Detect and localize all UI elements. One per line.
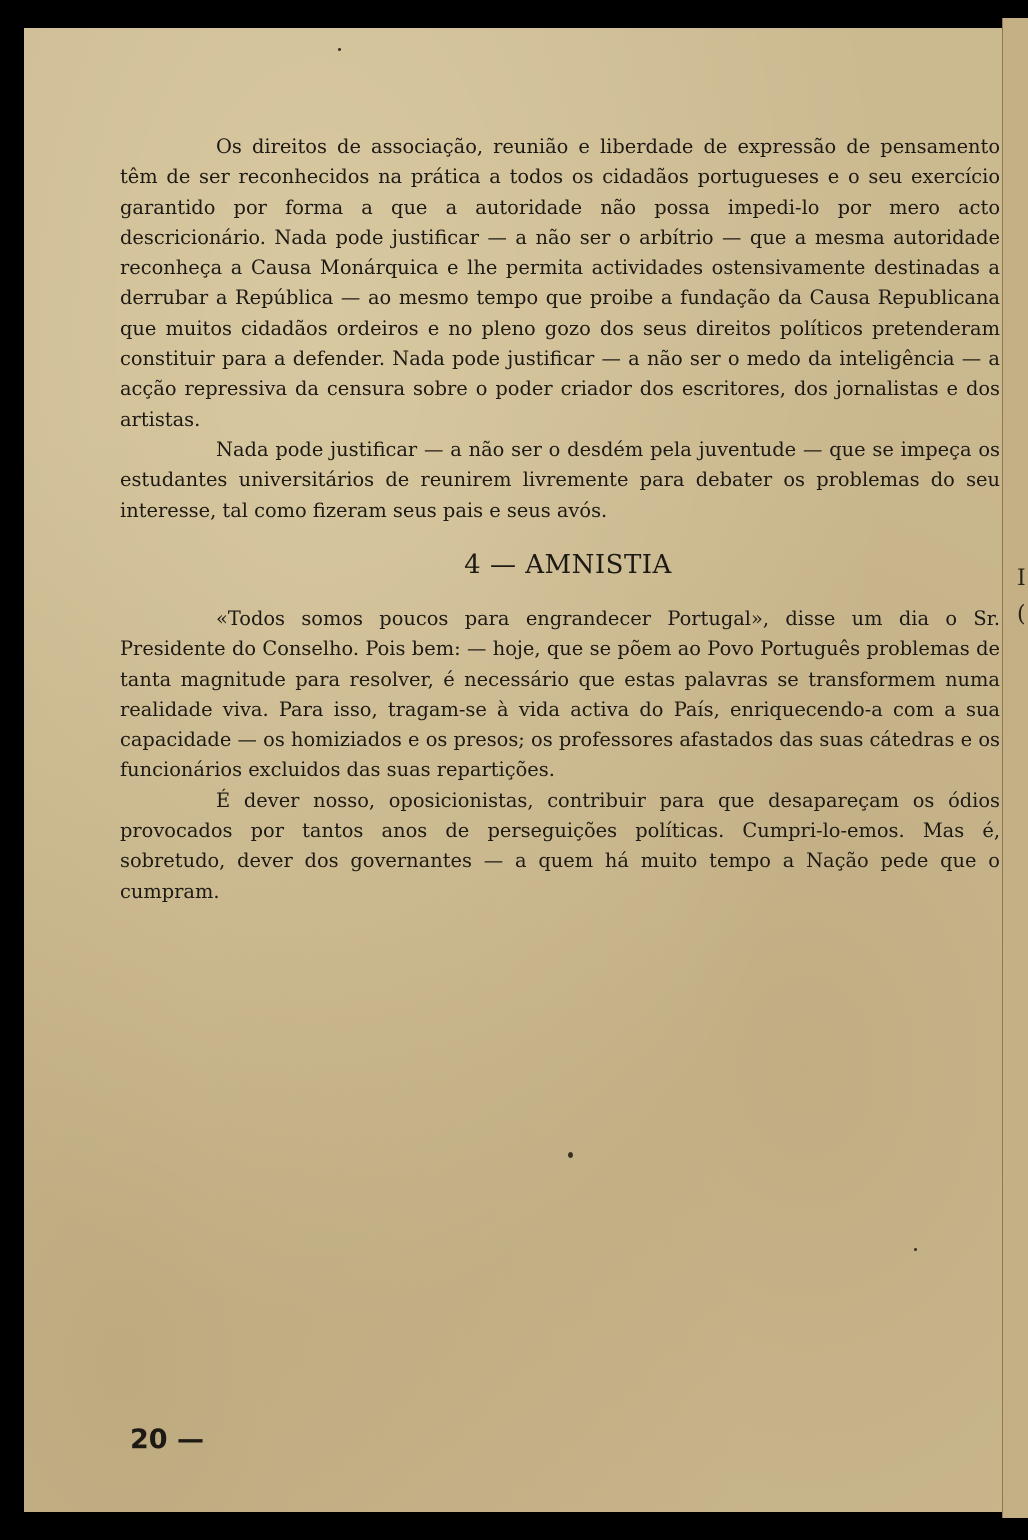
- paper-speck: [338, 48, 341, 51]
- paper-speck: [568, 1152, 573, 1158]
- section-heading: 4 — AMNISTIA: [464, 550, 672, 580]
- edge-fragment: (: [1017, 602, 1026, 627]
- section-amnesty: [120, 604, 1000, 907]
- paragraph: Nada pode justificar — a não ser o desdém pela juventude — que se impeça os estudantes universitários de reunirem livremente para debater os problemas do seu interesse, tal como fizeram seus pais e seus avós.: [120, 437, 1000, 522]
- paragraph: Os direitos de associação, reunião e liberdade de expressão de pensamento têm de ser reconhecidos na prática a todos os cidadãos portugueses e o seu exercício garantido por forma a que a autoridade não possa impedi-lo por mero acto descricionário. Nada pode justificar — a não ser o arbítrio — que a mesma autoridade reconheça a Causa Monárquica e lhe permita actividades ostensivamente destinadas a derrubar a República — ao mesmo tempo que proibe a fundação da Causa Republicana que muitos cidadãos ordeiros e no pleno gozo dos seus direitos políticos pretenderam constituir para a defender. Nada pode justificar — a não ser o medo da inteligência — a acção repressiva da censura sobre o poder criador dos escritores, dos jornalistas e dos artistas.: [120, 135, 1000, 431]
- paragraph: «Todos somos poucos para engrandecer Portugal», disse um dia o Sr. Presidente do Conselho. Pois bem: — hoje, que se põem ao Povo Português problemas de tanta magnitude para resolver, é necessário que estas palavras se transformem numa realidade viva. Para isso, tragam-se à vida activa do País, enriquecendo-a com a sua capacidade — os homiziados e os presos; os professores afastados das suas cátedras e os funcionários excluidos das suas repartições.: [120, 607, 1000, 782]
- document-page: [24, 28, 1002, 1512]
- section-civil-rights: [120, 132, 1000, 526]
- paragraph: É dever nosso, oposicionistas, contribuir para que desapareçam os ódios provocados por tantos anos de perseguições políticas. Cumpri-lo-emos. Mas é, sobretudo, dever dos governantes — a quem há muito tempo a Nação pede que o cumpram.: [120, 788, 1000, 903]
- paper-speck: [914, 1248, 917, 1251]
- edge-fragment: I: [1017, 566, 1026, 591]
- adjacent-page-edge: [1002, 18, 1028, 1518]
- page-number: 20 —: [130, 1424, 204, 1455]
